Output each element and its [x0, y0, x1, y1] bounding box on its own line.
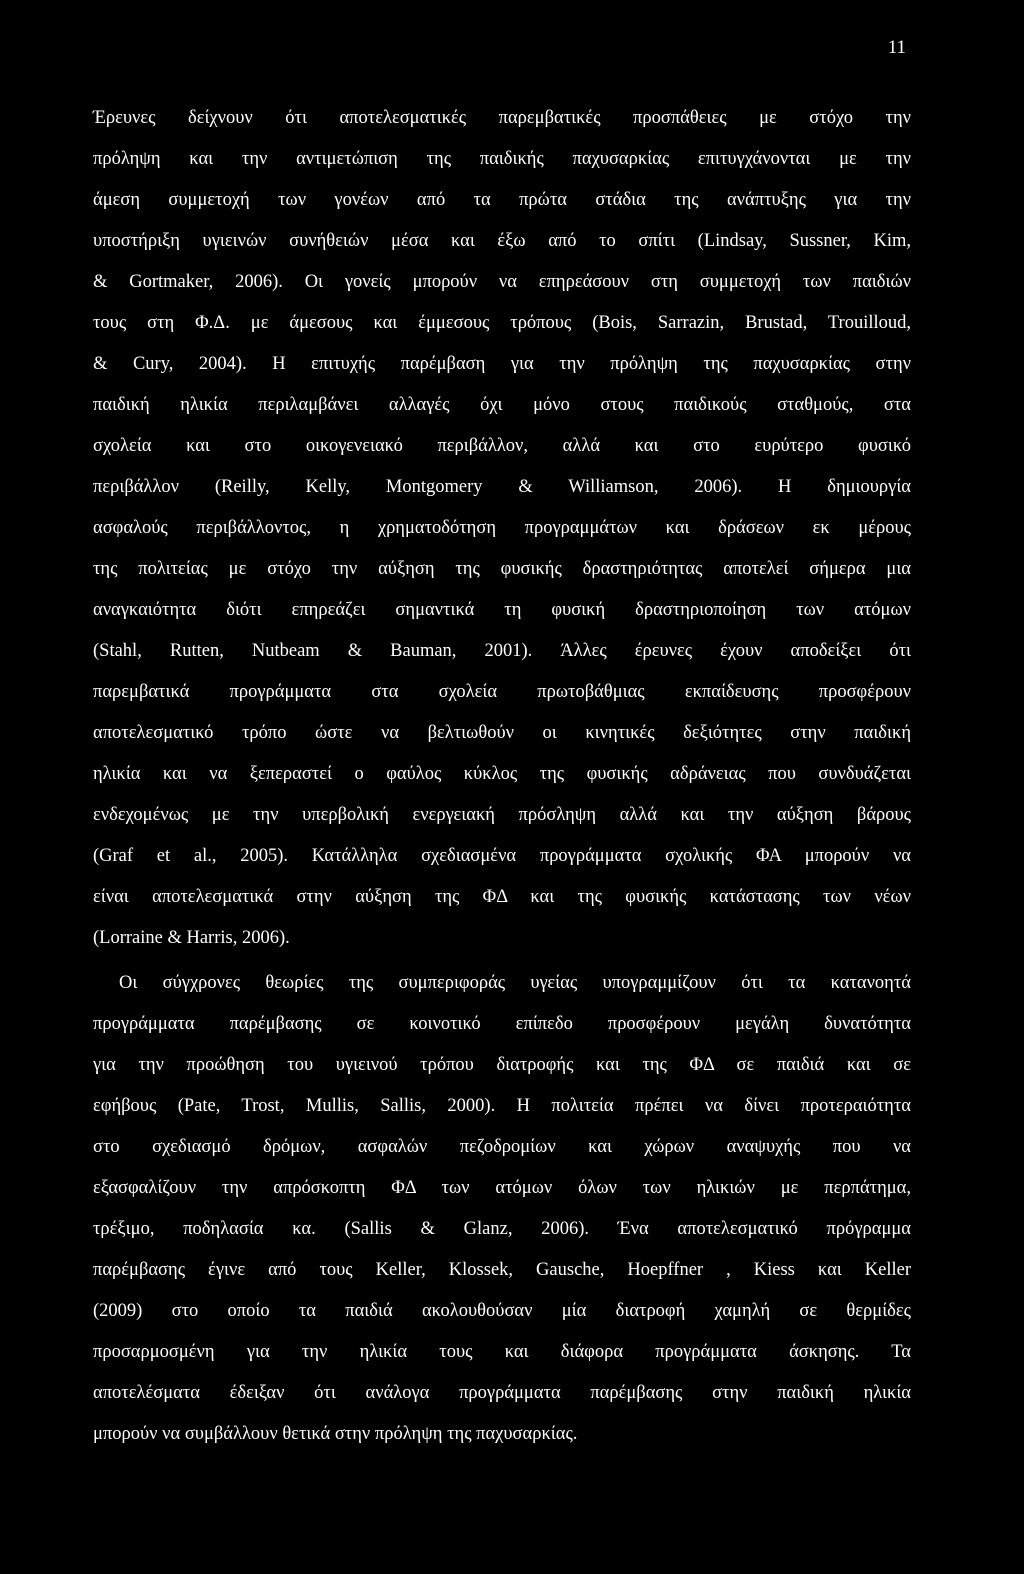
text-line: τους στη Φ.Δ. με άμεσους και έμμεσους τρόπους (Bois, Sarrazin, Brustad, Trouilloud,: [93, 313, 911, 333]
text-line: σχολεία και στο οικογενειακό περιβάλλον, αλλά και στο ευρύτερο φυσικό: [93, 436, 911, 456]
text-line: αποτελέσματα έδειξαν ότι ανάλογα προγράμματα παρέμβασης στην παιδική ηλικία: [93, 1383, 911, 1403]
text-line: εξασφαλίζουν την απρόσκοπτη ΦΔ των ατόμων όλων των ηλικιών με περπάτημα,: [93, 1178, 911, 1198]
paragraph-1: [93, 98, 911, 959]
text-line: υποστήριξη υγιεινών συνήθειών μέσα και έξω από το σπίτι (Lindsay, Sussner, Kim,: [93, 231, 911, 251]
text-line: ηλικία και να ξεπεραστεί ο φαύλος κύκλος της φυσικής αδράνειας που συνδυάζεται: [93, 764, 911, 784]
page-number: 11: [887, 37, 906, 58]
paragraph-2: [93, 963, 911, 1455]
text-line: αναγκαιότητα διότι επηρεάζει σημαντικά τη φυσική δραστηριοποίηση των ατόμων: [93, 600, 911, 620]
text-line: (Lorraine & Harris, 2006).: [93, 928, 290, 948]
text-line: Οι σύγχρονες θεωρίες της συμπεριφοράς υγείας υπογραμμίζουν ότι τα κατανοητά: [119, 973, 911, 993]
text-line: προσαρμοσμένη για την ηλικία τους και διάφορα προγράμματα άσκησης. Τα: [93, 1342, 911, 1362]
text-line: & Gortmaker, 2006). Οι γονείς μπορούν να επηρεάσουν στη συμμετοχή των παιδιών: [93, 272, 911, 292]
text-line: πρόληψη και την αντιμετώπιση της παιδικής παχυσαρκίας επιτυγχάνονται με την: [93, 149, 911, 169]
text-line: & Cury, 2004). Η επιτυχής παρέμβαση για την πρόληψη της παχυσαρκίας στην: [93, 354, 911, 374]
text-line: αποτελεσματικό τρόπο ώστε να βελτιωθούν οι κινητικές δεξιότητες στην παιδική: [93, 723, 911, 743]
text-line: μπορούν να συμβάλλουν θετικά στην πρόληψη της παχυσαρκίας.: [93, 1424, 578, 1444]
text-line: άμεση συμμετοχή των γονέων από τα πρώτα στάδια της ανάπτυξης για την: [93, 190, 911, 210]
text-line: παρέμβασης έγινε από τους Keller, Klossek, Gausche, Hoepffner , Kiess και Keller: [93, 1260, 911, 1280]
text-line: (2009) στο οποίο τα παιδιά ακολουθούσαν μία διατροφή χαμηλή σε θερμίδες: [93, 1301, 911, 1321]
text-line: στο σχεδιασμό δρόμων, ασφαλών πεζοδρομίων και χώρων αναψυχής που να: [93, 1137, 911, 1157]
text-line: ενδεχομένως με την υπερβολική ενεργειακή πρόσληψη αλλά και την αύξηση βάρους: [93, 805, 911, 825]
text-line: εφήβους (Pate, Trost, Mullis, Sallis, 2000). Η πολιτεία πρέπει να δίνει προτεραιότητα: [93, 1096, 911, 1116]
text-line: της πολιτείας με στόχο την αύξηση της φυσικής δραστηριότητας αποτελεί σήμερα μια: [93, 559, 911, 579]
text-line: (Graf et al., 2005). Κατάλληλα σχεδιασμένα προγράμματα σχολικής ΦΑ μπορούν να: [93, 846, 911, 866]
text-line: προγράμματα παρέμβασης σε κοινοτικό επίπεδο προσφέρουν μεγάλη δυνατότητα: [93, 1014, 911, 1034]
text-line: είναι αποτελεσματικά στην αύξηση της ΦΔ και της φυσικής κατάστασης των νέων: [93, 887, 911, 907]
text-line: για την προώθηση του υγιεινού τρόπου διατροφής και της ΦΔ σε παιδιά και σε: [93, 1055, 911, 1075]
text-line: παιδική ηλικία περιλαμβάνει αλλαγές όχι μόνο στους παιδικούς σταθμούς, στα: [93, 395, 911, 415]
text-line: ασφαλούς περιβάλλοντος, η χρηματοδότηση προγραμμάτων και δράσεων εκ μέρους: [93, 518, 911, 538]
text-line: Έρευνες δείχνουν ότι αποτελεσματικές παρεμβατικές προσπάθειες με στόχο την: [93, 108, 911, 128]
text-line: παρεμβατικά προγράμματα στα σχολεία πρωτοβάθμιας εκπαίδευσης προσφέρουν: [93, 682, 911, 702]
text-line: περιβάλλον (Reilly, Kelly, Montgomery & Williamson, 2006). Η δημιουργία: [93, 477, 911, 497]
text-line: τρέξιμο, ποδηλασία κα. (Sallis & Glanz, 2006). Ένα αποτελεσματικό πρόγραμμα: [93, 1219, 911, 1239]
text-line: (Stahl, Rutten, Nutbeam & Bauman, 2001). Άλλες έρευνες έχουν αποδείξει ότι: [93, 641, 911, 661]
